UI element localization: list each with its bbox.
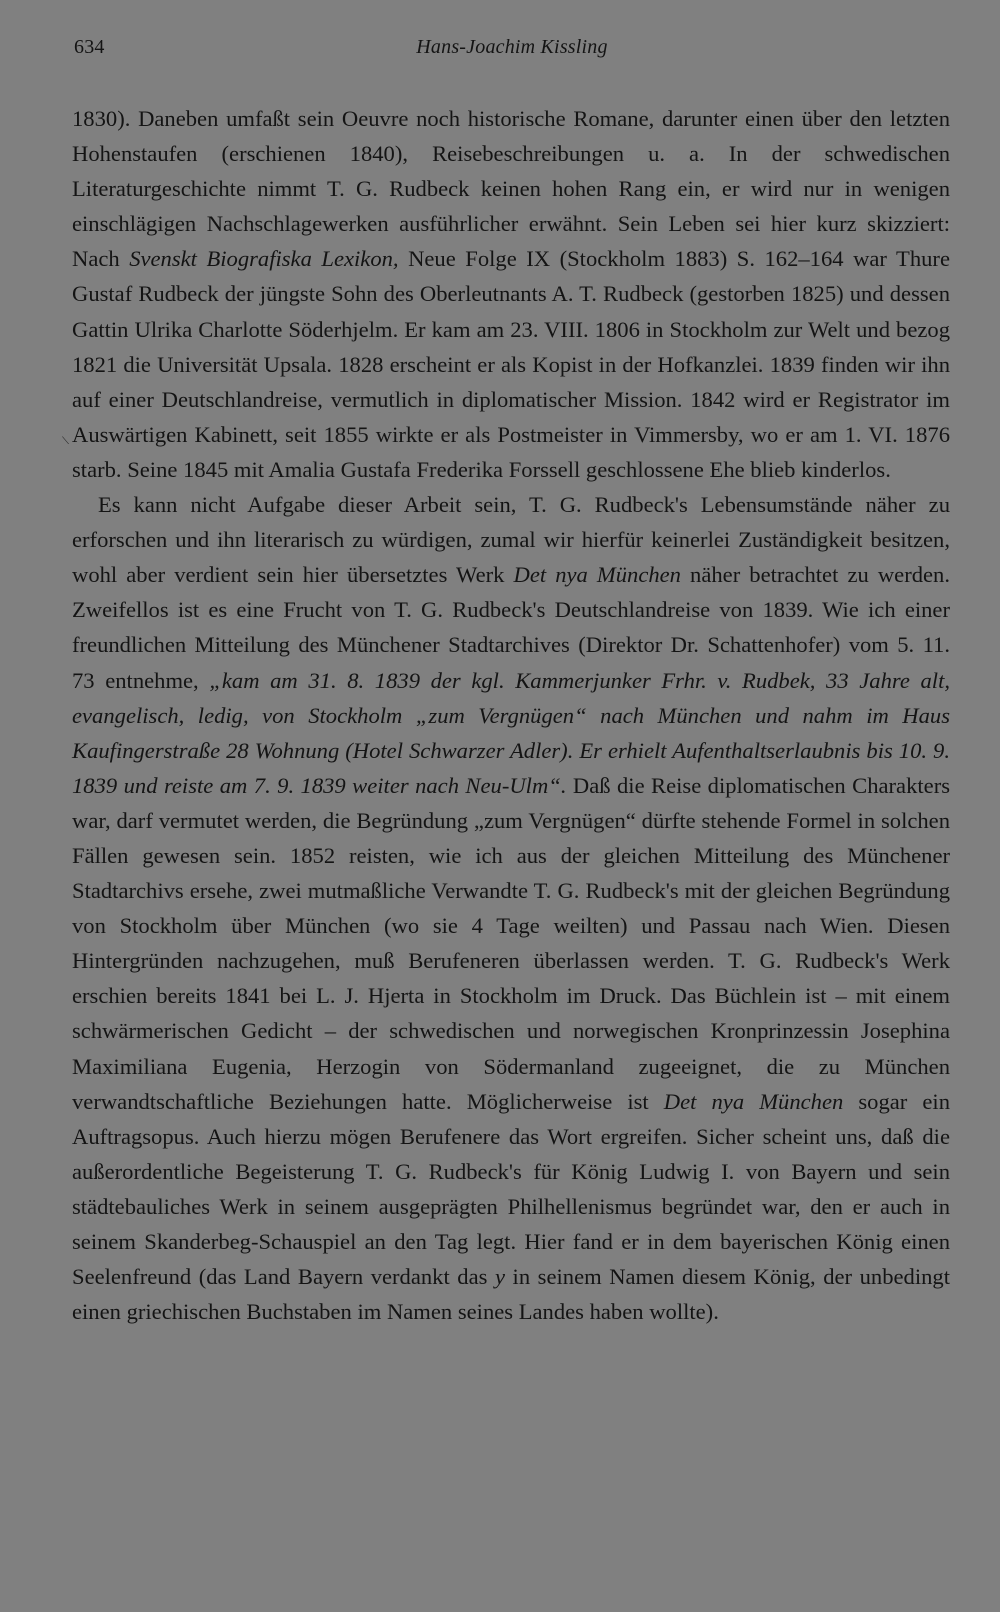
text-run: Es kann nicht Aufgabe dieser Arbeit sein, T. G. Rudbeck's Lebensumstände näher zu erforschen und ihn literarisch zu würdigen, zumal wir hierfür keinerlei Zuständigkeit besitzen, wohl aber verdient sein hier übersetztes Werk (72, 492, 950, 588)
italic-letter: y (494, 1264, 505, 1290)
italic-title: Det nya München (663, 1088, 844, 1114)
text-run: Neue Folge IX (Stockholm 1883) S. 162–164 war Thure Gustaf Rudbeck der jüngste Sohn des Oberleutnants A. T. Rudbeck (gestorben 1825) und dessen Gattin Ulrika Charlotte Söderhjelm. Er kam am 23. VIII. 1806 in Stockholm zur Welt und bezog 1821 die Universität Upsala. 1828 erscheint er als Kopist in der Hofkanzlei. 1839 finden wir ihn auf einer Deutschlandreise, vermutlich in diplomatischer Mission. 1842 wird er Registrator im Auswärtigen Kabinett, seit 1855 wirkte er als Postmeister in Vimmersby, wo er am 1. VI. 1876 starb. Seine 1845 mit Amalia Gustafa Frederika Forssell geschlossene Ehe blieb kinderlos. (72, 246, 950, 482)
paragraph-2 (72, 487, 950, 1329)
body-text (72, 101, 950, 1329)
page-number: 634 (74, 36, 105, 58)
text-run: sogar ein Auftragsopus. Auch hierzu mögen Berufenere das Wort ergreifen. Sicher scheint uns, daß die außerordentliche Begeisterung T. G. Rudbeck's für König Ludwig I. von Bayern und sein städtebauliches Werk in seinem ausgeprägten Philhellenismus begründet war, den er auch in seinem Skanderbeg-Schauspiel an den Tag legt. Hier fand er in dem bayerischen König einen Seelenfreund (das Land Bayern verdankt das (72, 1088, 951, 1290)
italic-title: Svenskt Biografiska Lexikon, (129, 246, 399, 272)
text-run: Daß die Reise diplomatischen Charakters war, darf vermutet werden, die Begründung „zum Vergnügen“ dürfte stehende Formel in solchen Fällen gewesen sein. 1852 reisten, wie ich aus der gleichen Mitteilung des Münchener Stadtarchivs ersehe, zwei mutmaßliche Verwandte T. G. Rudbeck's mit der gleichen Begründung von Stockholm über München (wo sie 4 Tage weilten) und Passau nach Wien. Diesen Hintergründen nachzugehen, muß Berufeneren überlassen werden. T. G. Rudbeck's Werk erschien bereits 1841 bei L. J. Hjerta in Stockholm im Druck. Das Büchlein ist – mit einem schwärmerischen Gedicht – der schwedischen und norwegischen Kronprinzessin Josephina Maximiliana Eugenia, Herzogin von Södermanland zugeeignet, die zu München verwandtschaftliche Beziehungen hatte. Möglicherweise ist (72, 772, 951, 1114)
page-header (74, 36, 950, 66)
italic-quote: „kam am 31. 8. 1839 der kgl. Kammerjunker Frhr. v. Rudbek, 33 Jahre alt, evangelisch, ledig, von Stockholm „zum Vergnügen“ nach München und nahm im Haus Kaufingerstraße 28 Wohnung (Hotel Schwarzer Adler). Er erhielt Aufenthaltserlaubnis bis 10. 9. 1839 und reiste am 7. 9. 1839 weiter nach Neu-Ulm“. (72, 667, 950, 798)
margin-mark: ⟍ (62, 436, 69, 447)
running-head: Hans-Joachim Kissling (416, 36, 608, 58)
paragraph-1 (72, 101, 950, 487)
text-run: näher betrachtet zu werden. Zweifellos ist es eine Frucht von T. G. Rudbeck's Deutschlandreise von 1839. Wie ich einer freundlichen Mitteilung des Münchener Stadtarchives (Direktor Dr. Schattenhofer) vom 5. 11. 73 entnehme, (72, 562, 950, 693)
italic-title: Det nya München (513, 562, 681, 588)
text-run: 1830). Daneben umfaßt sein Oeuvre noch historische Romane, darunter einen über den letzten Hohenstaufen (erschienen 1840), Reisebeschreibungen u. a. In der schwedischen Literaturgeschichte nimmt T. G. Rudbeck keinen hohen Rang ein, er wird nur in wenigen einschlägigen Nachschlagewerken ausführlicher erwähnt. Sein Leben sei hier kurz skizziert: Nach (72, 106, 950, 272)
text-run: in seinem Namen diesem König, der unbedingt einen griechischen Buchstaben im Namen seines Landes haben wollte). (72, 1264, 950, 1325)
